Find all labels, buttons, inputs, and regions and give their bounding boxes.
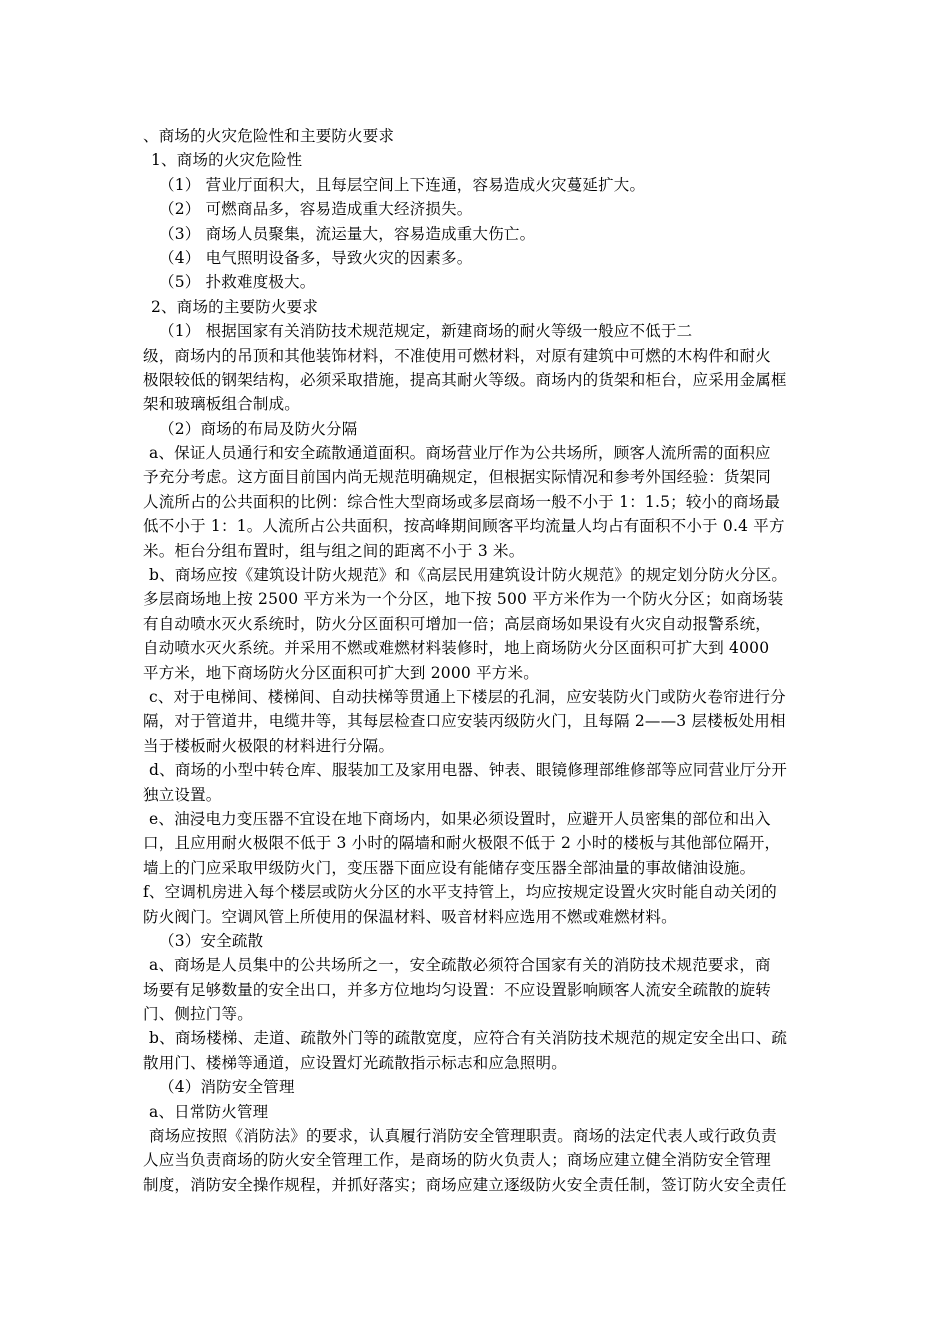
document-page [143, 124, 811, 1197]
paragraph-line: 低不小于 1：1。人流所占公共面积，按高峰期间顾客平均流量人均占有面积不小于 0.4 平方 [143, 517, 785, 536]
paragraph-line: 防火阀门。空调风管上所使用的保温材料、吸音材料应选用不燃或难燃材料。 [143, 907, 677, 926]
paragraph-line: 隔，对于管道井，电缆井等，其每层检查口应安装丙级防火门，且每隔 2——3 层楼板处用相 [143, 712, 786, 731]
paragraph-line: b、商场应按《建筑设计防火规范》和《高层民用建筑设计防火规范》的规定划分防火分区。 [149, 566, 788, 585]
paragraph-line: 架和玻璃板组合制成。 [143, 395, 301, 414]
paragraph-line: （1） 根据国家有关消防技术规范规定，新建商场的耐火等级一般应不低于二 [159, 322, 693, 341]
paragraph-line: 自动喷水灭火系统。并采用不燃或难燃材料装修时，地上商场防火分区面积可扩大到 4000 [143, 639, 770, 658]
paragraph-line: c、对于电梯间、楼梯间、自动扶梯等贯通上下楼层的孔洞，应安装防火门或防火卷帘进行分 [149, 687, 786, 706]
paragraph-line: 予充分考虑。这方面目前国内尚无规范明确规定，但根据实际情况和参考外国经验：货架同 [143, 468, 772, 487]
paragraph-line: 口，且应用耐火极限不低于 3 小时的隔墙和耐火极限不低于 2 小时的楼板与其他部位隔开， [143, 834, 781, 853]
paragraph-line: d、商场的小型中转仓库、服装加工及家用电器、钟表、眼镜修理部维修部等应同营业厅分开 [149, 761, 788, 780]
paragraph-line: 米。柜台分组布置时，组与组之间的距离不小于 3 米。 [143, 541, 525, 560]
subheading-daily-management: a、日常防火管理 [149, 1102, 269, 1121]
hazard-item-1: （1） 营业厅面积大，且每层空间上下连通，容易造成火灾蔓延扩大。 [159, 175, 646, 194]
paragraph-line: 制度，消防安全操作规程，并抓好落实；商场应建立逐级防火安全责任制，签订防火安全责任 [143, 1175, 787, 1194]
paragraph-line: 级，商场内的吊顶和其他装饰材料，不准使用可燃材料，对原有建筑中可燃的木构件和耐火 [143, 346, 772, 365]
heading-fire-requirements: 2、商场的主要防火要求 [151, 297, 319, 316]
heading-fire-hazard: 1、商场的火灾危险性 [151, 151, 303, 170]
paragraph-line: 人应当负责商场的防火安全管理工作，是商场的防火负责人；商场应建立健全消防安全管理 [143, 1151, 772, 1170]
hazard-item-3: （3） 商场人员聚集，流运量大，容易造成重大伤亡。 [159, 224, 536, 243]
paragraph-line: 商场应按照《消防法》的要求，认真履行消防安全管理职责。商场的法定代表人或行政负责 [149, 1127, 778, 1146]
subheading-management: （4）消防安全管理 [159, 1078, 295, 1097]
paragraph-line: 有自动喷水灭火系统时，防火分区面积可增加一倍；高层商场如果设有火灾自动报警系统， [143, 614, 772, 633]
paragraph-line: 极限较低的钢架结构，必须采取措施，提高其耐火等级。商场内的货架和柜台，应采用金属框 [143, 370, 787, 389]
subheading-layout: （2）商场的布局及防火分隔 [159, 419, 358, 438]
paragraph-line: 墙上的门应采取甲级防火门，变压器下面应设有能储存变压器全部油量的事故储油设施。 [143, 858, 756, 877]
paragraph-line: 当于楼板耐火极限的材料进行分隔。 [143, 736, 395, 755]
section-title: 、商场的火灾危险性和主要防火要求 [143, 127, 395, 145]
paragraph-line: 多层商场地上按 2500 平方米为一个分区，地下按 500 平方米作为一个防火分区；如商场装 [143, 590, 784, 609]
hazard-item-2: （2） 可燃商品多，容易造成重大经济损失。 [159, 200, 473, 219]
paragraph-line: e、油浸电力变压器不宜设在地下商场内，如果必须设置时，应避开人员密集的部位和出入 [149, 809, 771, 828]
paragraph-line: 人流所占的公共面积的比例：综合性大型商场或多层商场一般不小于 1：1.5；较小的商场最 [143, 492, 781, 511]
paragraph-line: a、商场是人员集中的公共场所之一，安全疏散必须符合国家有关的消防技术规范要求，商 [149, 956, 771, 975]
paragraph-line: b、商场楼梯、走道、疏散外门等的疏散宽度，应符合有关消防技术规范的规定安全出口、疏 [149, 1029, 788, 1048]
paragraph-line: 平方米，地下商场防火分区面积可扩大到 2000 平方米。 [143, 663, 539, 682]
paragraph-line: a、保证人员通行和安全疏散通道面积。商场营业厅作为公共场所，顾客人流所需的面积应 [149, 444, 771, 463]
subheading-evacuation: （3）安全疏散 [159, 931, 264, 950]
hazard-item-4: （4） 电气照明设备多，导致火灾的因素多。 [159, 248, 473, 267]
paragraph-line: 门、侧拉门等。 [143, 1005, 253, 1024]
paragraph-line: 散用门、楼梯等通道，应设置灯光疏散指示标志和应急照明。 [143, 1053, 567, 1072]
paragraph-line: f、空调机房进入每个楼层或防火分区的水平支持管上，均应按规定设置火灾时能自动关闭的 [143, 883, 777, 902]
paragraph-line: 独立设置。 [143, 785, 222, 804]
hazard-item-5: （5） 扑救难度极大。 [159, 273, 316, 292]
paragraph-line: 场要有足够数量的安全出口，并多方位地均匀设置：不应设置影响顾客人流安全疏散的旋转 [143, 980, 772, 999]
